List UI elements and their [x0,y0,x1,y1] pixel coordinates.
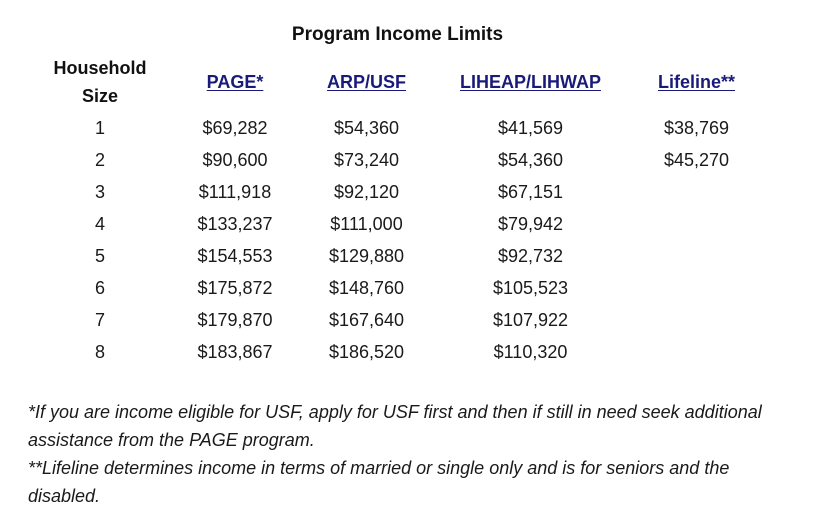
cell-arp-usf: $167,640 [328,310,405,330]
liheap-lihwap-link[interactable]: LIHEAP/LIHWAP [459,72,601,92]
header-household-size-line1: Household [53,58,147,78]
cell-liheap-lihwap: $110,320 [493,342,568,362]
header-household-size [30,52,170,112]
table-row [30,208,765,240]
cell-household-size: 8 [94,342,105,362]
cell-lifeline [628,240,765,272]
cell-liheap-lihwap: $54,360 [497,150,564,170]
arp-usf-link[interactable]: ARP/USF [326,72,406,92]
header-lifeline [628,52,765,112]
cell-liheap-lihwap: $107,922 [492,310,569,330]
cell-arp-usf: $111,000 [330,214,403,234]
cell-lifeline: $45,270 [663,150,730,170]
table-row [30,144,765,176]
cell-lifeline: $38,769 [663,118,730,138]
cell-lifeline [628,336,765,368]
cell-lifeline [628,208,765,240]
cell-arp-usf: $129,880 [328,246,405,266]
cell-page: $90,600 [202,150,268,170]
header-page [170,52,300,112]
cell-page: $175,872 [197,278,273,298]
cell-liheap-lihwap: $67,151 [497,182,564,202]
table-row [30,272,765,304]
table-row [30,176,765,208]
cell-lifeline [628,272,765,304]
cell-page: $69,282 [202,118,268,138]
cell-arp-usf: $73,240 [333,150,400,170]
cell-household-size: 6 [94,278,105,298]
cell-household-size: 2 [94,150,105,170]
table-row [30,240,765,272]
cell-liheap-lihwap: $79,942 [497,214,564,234]
page-title: Program Income Limits [291,24,504,45]
cell-lifeline [628,304,765,336]
cell-arp-usf: $54,360 [333,118,400,138]
cell-arp-usf: $186,520 [328,342,405,362]
header-liheap-lihwap [433,52,628,112]
page-link[interactable]: PAGE* [206,72,264,92]
cell-arp-usf: $92,120 [333,182,400,202]
cell-page: $179,870 [197,310,273,330]
cell-liheap-lihwap: $92,732 [497,246,564,266]
income-limits-table [30,52,765,368]
cell-page: $183,867 [197,342,273,362]
cell-arp-usf: $148,760 [328,278,405,298]
table-row [30,336,765,368]
cell-household-size: 4 [94,214,105,234]
header-household-size-line2: Size [81,86,119,106]
table-row [30,112,765,144]
cell-household-size: 3 [94,182,105,202]
cell-page: $111,918 [198,182,272,202]
header-arp-usf [300,52,433,112]
cell-liheap-lihwap: $41,569 [497,118,564,138]
footnote-page: *If you are income eligible for USF, apply for USF first and then if still in need seek additional assistance from the PAGE program. [28,402,762,450]
footnotes [28,398,788,510]
cell-page: $133,237 [197,214,273,234]
cell-household-size: 5 [94,246,105,266]
cell-household-size: 7 [94,310,105,330]
table-header-row [30,52,765,112]
table-row [30,304,765,336]
cell-household-size: 1 [94,118,105,138]
cell-page: $154,553 [197,246,273,266]
table-body [30,112,765,368]
cell-lifeline [628,176,765,208]
footnote-lifeline: **Lifeline determines income in terms of married or single only and is for seniors and the disabled. [28,458,730,506]
lifeline-link[interactable]: Lifeline** [657,72,736,92]
cell-liheap-lihwap: $105,523 [492,278,569,298]
